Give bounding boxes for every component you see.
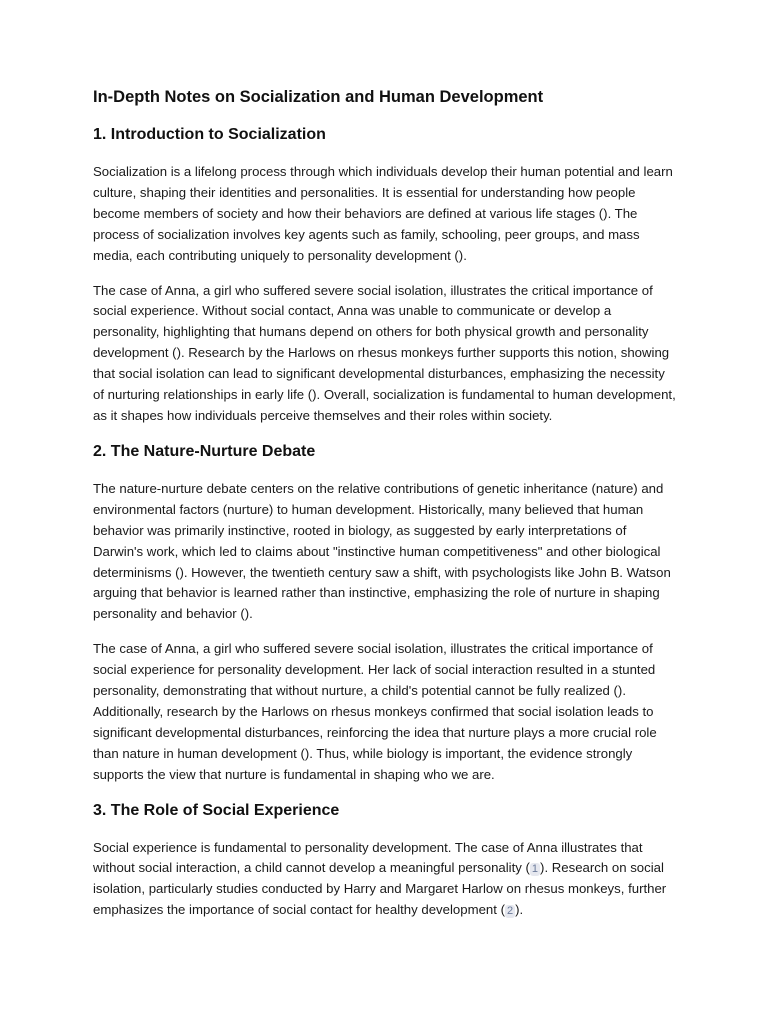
section-paragraph: The case of Anna, a girl who suffered severe social isolation, illustrates the critical importance of social experience. Without social contact, Anna was unable to communicate or develop a personality, highlighting that humans depend on others for both physical growth and personality development (). Research by the Harlows on rhesus monkeys further supports this notion, showing that social isolation can lead to significant developmental disturbances, emphasizing the necessity of nurturing relationships in early life (). Overall, socialization is fundamental to human development, as it shapes how individuals perceive themselves and their roles within society. [93,282,676,423]
paragraph-text: ). Research on social isolation, particularly studies conducted by Harry and Margaret Harlow on rhesus monkeys, further emphasizes the importance of social contact for healthy development ( [93,860,667,918]
document-page [93,86,677,921]
section-introduction [93,124,677,427]
paragraph-text: ). [515,902,524,918]
section-heading: 1. Introduction to Socialization [93,126,326,143]
document-title: In-Depth Notes on Socialization and Human Development [93,88,544,106]
section-paragraph: Socialization is a lifelong process through which individuals develop their human potential and learn culture, shaping their identities and personalities. It is essential for understanding how people become members of society and how their behaviors are defined at various life stages (). The process of socialization involves key agents such as family, schooling, peer groups, and mass media, each contributing uniquely to personality development (). [93,164,673,263]
section-paragraph: The case of Anna, a girl who suffered severe social isolation, illustrates the critical importance of social experience for personality development. Her lack of social interaction resulted in a stunted personality, demonstrating that without nurture, a child's potential cannot be fully realized (). Additionally, research by the Harlows on rhesus monkeys confirmed that social isolation leads to significant developmental disturbances, reinforcing the idea that nurture plays a more crucial role than nature in human development (). Thus, while biology is important, the evidence strongly supports the view that nurture is fundamental in shaping who we are. [93,641,657,782]
citation-link-2[interactable]: 2 [506,905,514,918]
section-paragraph [93,838,677,922]
section-heading: 3. The Role of Social Experience [93,801,340,819]
citation-link-1[interactable]: 1 [531,863,539,876]
section-nature-nurture [93,441,677,786]
paragraph-text: Social experience is fundamental to personality development. The case of Anna illustrates that without social interaction, a child cannot develop a meaningful personality ( [93,839,643,876]
section-heading: 2. The Nature-Nurture Debate [93,442,316,460]
section-paragraph: The nature-nurture debate centers on the relative contributions of genetic inheritance (nature) and environmental factors (nurture) to human development. Historically, many believed that human behavior was primarily instinctive, rooted in biology, as suggested by early interpretations of Darwin's work, which led to claims about "instinctive human competitiveness" and other biological determinisms (). However, the twentieth century saw a shift, with psychologists like John B. Watson arguing that behavior is learned rather than instinctive, emphasizing the role of nurture in shaping personality and behavior (). [93,480,671,622]
section-social-experience [93,800,677,922]
